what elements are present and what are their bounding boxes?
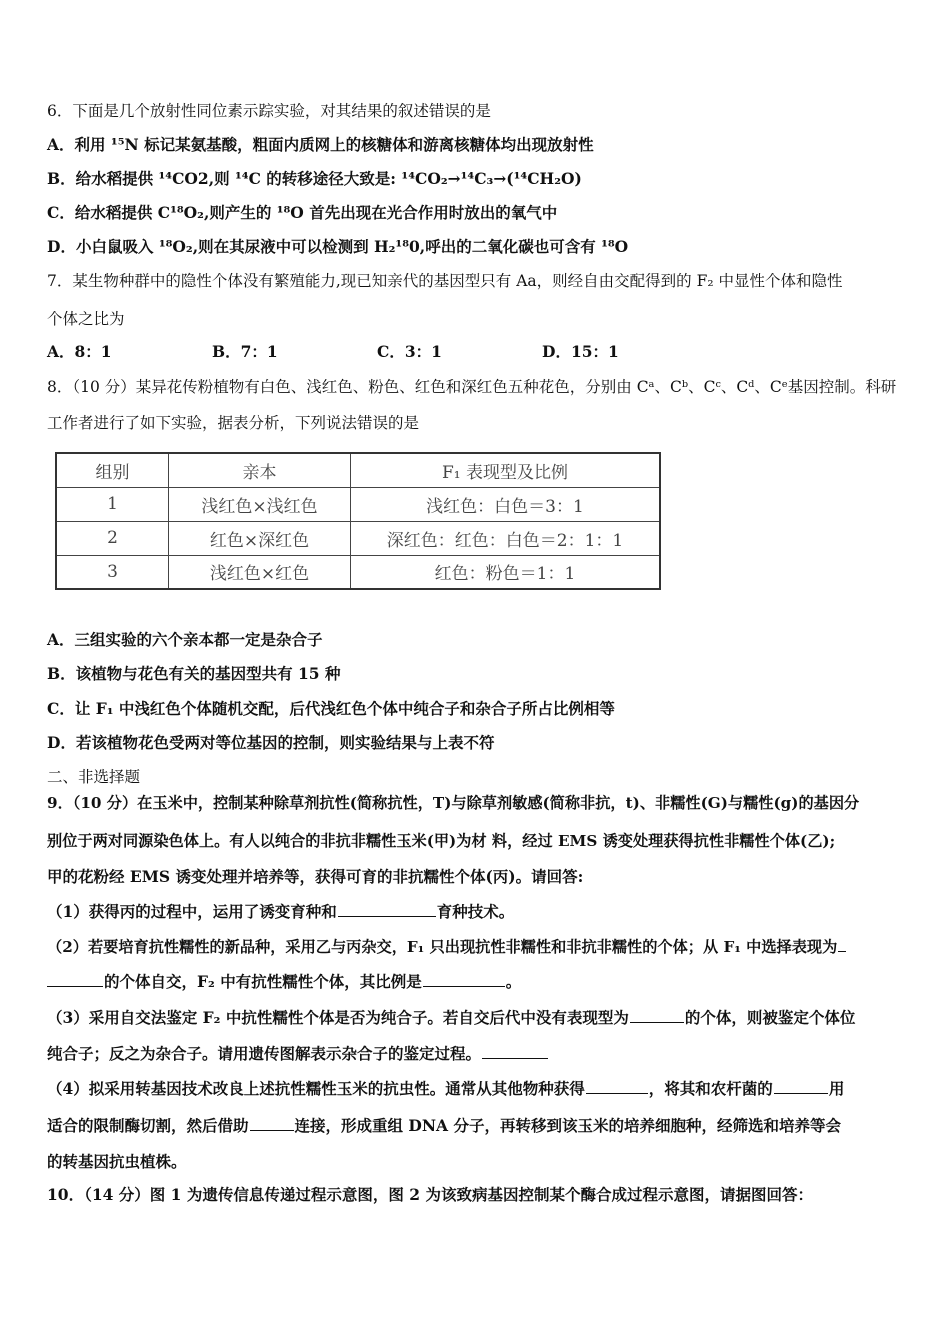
table-cell: 浅红色×红色 xyxy=(169,555,351,589)
q9-part4-text: （4）拟采用转基因技术改良上述抗性糯性玉米的抗虫性。通常从其他物种获得 xyxy=(47,1079,585,1098)
table-cell: 红色：粉色＝1：1 xyxy=(351,555,661,589)
table-header-row xyxy=(56,453,660,487)
table-header-cell: 亲本 xyxy=(169,453,351,487)
q9-part1-text-end: 育种技术。 xyxy=(436,902,515,921)
table-row xyxy=(56,521,660,555)
answer-blank[interactable] xyxy=(774,1077,828,1094)
table-row xyxy=(56,555,660,589)
q6-option-d: D．小白鼠吸入 ¹⁸O₂,则在其尿液中可以检测到 H₂¹⁸0,呼出的二氧化碳也可含有 ¹⁸O xyxy=(47,237,629,256)
q9-part3-line2 xyxy=(47,1042,910,1065)
q6-option-b: B．给水稻提供 ¹⁴CO2,则 ¹⁴C 的转移途径大致是: ¹⁴CO₂→¹⁴C₃→(¹⁴CH₂O) xyxy=(47,169,582,188)
q9-part2-text2: 的个体自交，F₂ 中有抗性糯性个体，其比例是 xyxy=(104,972,422,991)
q9-stem-line3: 甲的花粉经 EMS 诱变处理并培养等，获得可育的非抗糯性个体(丙)。请回答: xyxy=(47,867,584,886)
table-header-cell: 组别 xyxy=(56,453,169,487)
q8-stem-line2: 工作者进行了如下实验，据表分析，下列说法错误的是 xyxy=(47,414,420,432)
q9-part3-text3: 纯合子；反之为杂合子。请用遗传图解表示杂合子的鉴定过程。 xyxy=(47,1044,482,1063)
q9-part3-text2: 的个体，则被鉴定个体位 xyxy=(684,1008,856,1027)
section-heading: 二、非选择题 xyxy=(47,768,141,786)
q8-stem-line1: 8．（10 分）某异花传粉植物有白色、浅红色、粉色、红色和深红色五种花色，分别由 Cᵃ、Cᵇ、Cᶜ、Cᵈ、Cᵉ基因控制。科研 xyxy=(47,378,897,396)
table-cell: 浅红色：白色＝3：1 xyxy=(351,487,661,521)
q8-experiment-table xyxy=(55,452,661,590)
q6-option-c: C．给水稻提供 C¹⁸O₂,则产生的 ¹⁸O 首先出现在光合作用时放出的氧气中 xyxy=(47,203,558,222)
q7-option-c: C．3：1 xyxy=(377,342,442,361)
q9-part1 xyxy=(47,900,910,923)
answer-blank[interactable] xyxy=(838,935,846,952)
table-cell: 3 xyxy=(56,555,169,589)
q7-stem-line1: 7．某生物种群中的隐性个体没有繁殖能力,现已知亲代的基因型只有 Aa，则经自由交配得到的 F₂ 中显性个体和隐性 xyxy=(47,272,843,290)
q9-part4-text2: ，将其和农杆菌的 xyxy=(648,1079,773,1098)
q8-option-c: C．让 F₁ 中浅红色个体随机交配，后代浅红色个体中纯合子和杂合子所占比例相等 xyxy=(47,699,615,718)
q9-part4-text3: 用 xyxy=(828,1079,845,1098)
q9-part1-text: （1）获得丙的过程中，运用了诱变育种和 xyxy=(47,902,337,921)
table-cell: 深红色：红色：白色＝2：1：1 xyxy=(351,521,661,555)
q7-option-a: A．8：1 xyxy=(47,342,112,361)
answer-blank[interactable] xyxy=(47,970,103,987)
q9-part3-text: （3）采用自交法鉴定 F₂ 中抗性糯性个体是否为纯合子。若自交后代中没有表现型为 xyxy=(47,1008,629,1027)
q9-part2-line2 xyxy=(47,970,910,993)
table-cell: 2 xyxy=(56,521,169,555)
table-cell: 红色×深红色 xyxy=(169,521,351,555)
q10-stem: 10．（14 分）图 1 为遗传信息传递过程示意图，图 2 为该致病基因控制某个酶合成过程示意图，请据图回答： xyxy=(47,1185,813,1204)
q9-part4-text4: 适合的限制酶切割，然后借助 xyxy=(47,1116,249,1135)
q9-part2-text3: 。 xyxy=(505,972,522,991)
table-row xyxy=(56,487,660,521)
answer-blank[interactable] xyxy=(482,1042,548,1059)
q8-option-a: A．三组实验的六个亲本都一定是杂合子 xyxy=(47,630,323,649)
q9-part3-line1 xyxy=(47,1006,910,1029)
q9-part4-text5: 连接，形成重组 DNA 分子，再转移到该玉米的培养细胞种，经筛选和培养等会 xyxy=(294,1116,841,1135)
answer-blank[interactable] xyxy=(586,1077,648,1094)
answer-blank[interactable] xyxy=(250,1114,294,1131)
q6-stem: 6．下面是几个放射性同位素示踪实验，对其结果的叙述错误的是 xyxy=(47,102,491,120)
table-cell: 浅红色×浅红色 xyxy=(169,487,351,521)
q9-part2-line1 xyxy=(47,935,910,958)
q9-stem-line1: 9．（10 分）在玉米中，控制某种除草剂抗性(简称抗性，T)与除草剂敏感(简称非抗，t)、非糯性(G)与糯性(g)的基因分 xyxy=(47,794,860,812)
answer-blank[interactable] xyxy=(423,970,505,987)
q9-part4-line2 xyxy=(47,1114,910,1137)
table-header-cell: F₁ 表现型及比例 xyxy=(351,453,661,487)
q6-option-a: A．利用 ¹⁵N 标记某氨基酸，粗面内质网上的核糖体和游离核糖体均出现放射性 xyxy=(47,135,594,154)
table-cell: 1 xyxy=(56,487,169,521)
answer-blank[interactable] xyxy=(630,1006,684,1023)
q9-part4-line1 xyxy=(47,1077,910,1100)
q8-option-d: D．若该植物花色受两对等位基因的控制，则实验结果与上表不符 xyxy=(47,733,495,752)
q9-part2-text: （2）若要培育抗性糯性的新品种，采用乙与丙杂交，F₁ 只出现抗性非糯性和非抗非糯性的个体；从 F₁ 中选择表现为 xyxy=(47,938,838,956)
answer-blank[interactable] xyxy=(338,900,436,917)
q9-stem-line2: 别位于两对同源染色体上。有人以纯合的非抗非糯性玉米(甲)为材 料，经过 EMS 诱变处理获得抗性非糯性个体(乙); xyxy=(47,832,836,850)
q7-stem-line2: 个体之比为 xyxy=(47,310,125,328)
q8-option-b: B．该植物与花色有关的基因型共有 15 种 xyxy=(47,664,341,683)
q9-part4-line3: 的转基因抗虫植株。 xyxy=(47,1152,187,1171)
q7-option-b: B．7：1 xyxy=(212,342,278,361)
q7-option-d: D．15：1 xyxy=(542,342,619,361)
